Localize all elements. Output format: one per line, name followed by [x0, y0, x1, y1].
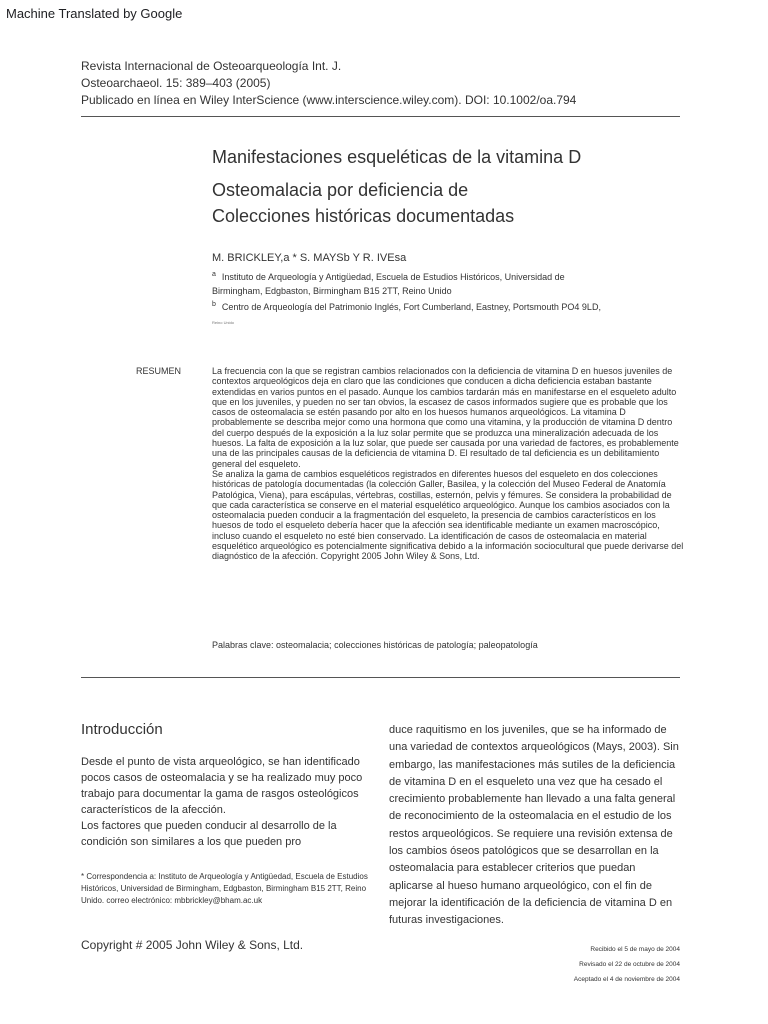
- paper-subtitle-line-2: Colecciones históricas documentadas: [212, 206, 515, 226]
- intro-paragraph-2: Los factores que pueden conducir al desarrollo de la condición son similares a los que pueden pro: [81, 820, 337, 848]
- affiliation-b-mark: b: [212, 301, 216, 308]
- left-column: [81, 720, 371, 850]
- date-accepted: Aceptado el 4 de noviembre de 2004: [573, 976, 680, 983]
- right-column-text: duce raquitismo en los juveniles, que se ha informado de una variedad de contextos arqueológicos (Mays, 2003). Sin embargo, las manifestaciones más sutiles de la deficiencia de vitamina D en el esqueleto una vez que ha cesado el crecimiento probablemente han llevado a una falta general de reconocimiento de la osteomalacia en el estudio de los restos arqueológicos. Se requiere una revisión extensa de los cambios óseos patológicos que se desarrollan en la osteomalacia para establecer criterios que puedan aplicarse al hueso humano arqueológico, con el fin de mejorar la identificación de la deficiencia de vitamina D en futuras investigaciones.: [389, 724, 679, 927]
- affiliation-a: [212, 268, 565, 298]
- copyright-notice: Copyright # 2005 John Wiley & Sons, Ltd.: [81, 938, 304, 952]
- keywords: Palabras clave: osteomalacia; colecciones históricas de patología; paleopatología: [212, 640, 538, 650]
- affiliation-b-line-1: Centro de Arqueología del Patrimonio Inglés, Fort Cumberland, Eastney, Portsmouth PO4 9LD,: [221, 302, 601, 312]
- paper-title: Manifestaciones esqueléticas de la vitamina D: [212, 147, 582, 167]
- journal-online-doi: Publicado en línea en Wiley InterScience (www.interscience.wiley.com). DOI: 10.1002/oa.794: [81, 93, 577, 107]
- abstract-paragraph-1: La frecuencia con la que se registran cambios relacionados con la deficiencia de vitamina D en huesos juveniles de contextos arqueológicos deja en claro que las condiciones que conducen a dicha deficiencia estaban bastante extendidas en varios puntos en el pasado. Aunque los cambios tardarán más en manifestarse en el esqueleto adulto que en los juveniles, y pueden no ser tan obvios, la escasez de casos informados sugiere que es probable que los casos de osteomalacia se estén pasando por alto en los huesos humanos arqueológicos. La vitamina D probablemente se describa mejor como una hormona que como una vitamina, y la producción de vitamina D dentro del cuerpo después de la exposición a la luz solar permite que se produzca una mineralización adecuada de los huesos. La falta de exposición a la luz solar, que puede ser causada por una variedad de factores, es probablemente una de las principales causas de la deficiencia de vitamina D. El resultado de tal deficiencia es un debilitamiento general del esqueleto.: [212, 366, 679, 469]
- section-heading-introduction: Introducción: [81, 721, 163, 738]
- intro-paragraph-1: Desde el punto de vista arqueológico, se han identificado pocos casos de osteomalacia y se ha realizado muy poco trabajo para documentar la gama de rasgos osteológicos característicos de la afección.: [81, 756, 363, 816]
- date-received: Recibido el 5 de mayo de 2004: [590, 946, 680, 953]
- translation-banner: Machine Translated by Google: [6, 6, 183, 21]
- journal-name: Revista Internacional de Osteoarqueología Int. J.: [81, 59, 342, 73]
- abstract-paragraph-2: Se analiza la gama de cambios esqueléticos registrados en diferentes huesos del esqueleto en dos colecciones históricas de patología documentadas (la colección Galler, Basilea, y la colección del Museo Federal de Anatomía Patológica, Viena), para escápulas, vértebras, costillas, esternón, pelvis y fémures. Se considera la probabilidad de que cada característica se conserve en el material esquelético arqueológico. Aunque los cambios asociados con la osteomalacia pueden conducir a la fragmentación del esqueleto, la presencia de cambios característicos en los huesos de todo el esqueleto debería hacer que la afección sea identificable mediante un examen macroscópico, incluso cuando el esqueleto no esté bien conservado. La identificación de casos de osteomalacia en material esquelético arqueológico es potencialmente significativa debido a la información sociocultural que puede derivarse del diagnóstico de la afección. Copyright 2005 John Wiley & Sons, Ltd.: [212, 468, 684, 562]
- abstract-body: [212, 366, 684, 562]
- paper-subtitle-line-1: Osteomalacia por deficiencia de: [212, 180, 469, 200]
- manuscript-dates: [574, 942, 680, 987]
- affiliation-b: [212, 298, 601, 314]
- affiliation-a-line-2: Birmingham, Edgbaston, Birmingham B15 2TT, Reino Unido: [212, 286, 452, 296]
- title-block: [212, 145, 581, 229]
- affiliation-a-mark: a: [212, 271, 216, 278]
- abstract-label: RESUMEN: [136, 366, 182, 376]
- abstract: [136, 366, 684, 562]
- journal-citation: Osteoarchaeol. 15: 389–403 (2005): [81, 76, 271, 90]
- affiliation-a-line-1: Instituto de Arqueología y Antigüedad, Escuela de Estudios Históricos, Universidad de: [221, 272, 565, 282]
- header-rule: [81, 116, 680, 117]
- journal-header: [81, 58, 576, 109]
- correspondence-footnote: * Correspondencia a: Instituto de Arqueología y Antigüedad, Escuela de Estudios Históricos, Universidad de Birmingham, Edgbaston, Birmingham B15 2TT, Reino Unido. correo electrónico: mbbrickley@bham.ac.uk: [81, 872, 368, 905]
- abstract-rule: [81, 677, 680, 678]
- author-list: M. BRICKLEY,a * S. MAYSb Y R. IVEsa: [212, 252, 407, 264]
- affiliation-country: Reino Unido: [212, 320, 235, 325]
- date-revised: Revisado el 22 de octubre de 2004: [579, 961, 680, 968]
